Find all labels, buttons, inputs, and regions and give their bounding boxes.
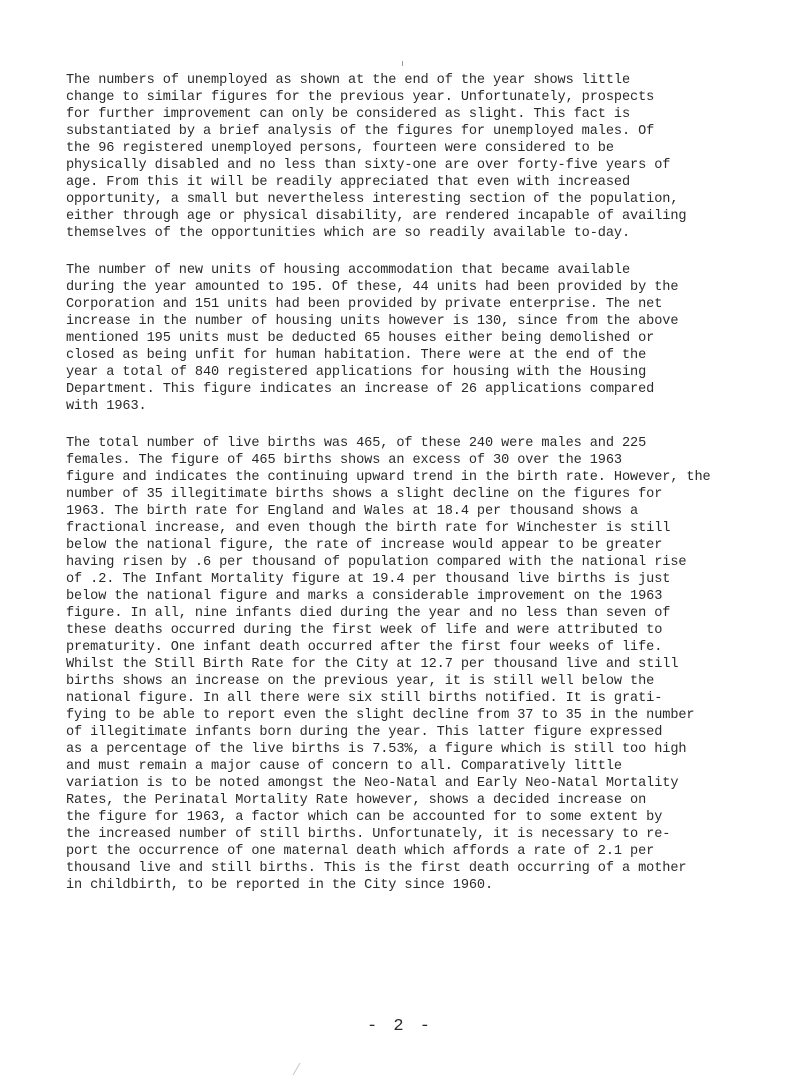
paragraph-line: closed as being unfit for human habitation. There were at the end of the <box>66 348 647 363</box>
paragraph-line: figure and indicates the continuing upward trend in the birth rate. However, the <box>66 470 711 485</box>
paragraph-line: figure. In all, nine infants died during the year and no less than seven of <box>66 606 671 621</box>
paragraph-line: these deaths occurred during the first week of life and were attributed to <box>66 623 663 638</box>
paragraph-line: females. The figure of 465 births shows an excess of 30 over the 1963 <box>66 453 622 468</box>
paragraph-line: thousand live and still births. This is the first death occurring of a mother <box>66 861 687 876</box>
paragraph-line: variation is to be noted amongst the Neo-Natal and Early Neo-Natal Mortality <box>66 776 679 791</box>
paragraph-line: having risen by .6 per thousand of population compared with the national rise <box>66 555 687 570</box>
paragraph-line: increase in the number of housing units however is 130, since from the above <box>66 314 679 329</box>
scan-speck <box>402 61 403 66</box>
paragraph-line: as a percentage of the live births is 7.53%, a figure which is still too high <box>66 742 687 757</box>
paragraph-line: Corporation and 151 units had been provided by private enterprise. The net <box>66 297 663 312</box>
paragraph-line: either through age or physical disability, are rendered incapable of availing <box>66 209 687 224</box>
paragraph-line: the figure for 1963, a factor which can be accounted for to some extent by <box>66 810 663 825</box>
paragraph-line: prematurity. One infant death occurred after the first four weeks of life. <box>66 640 663 655</box>
paragraph-line: age. From this it will be readily appreciated that even with increased <box>66 175 631 190</box>
paragraph-line: below the national figure and marks a considerable improvement on the 1963 <box>66 589 663 604</box>
paragraph-line: physically disabled and no less than sixty-one are over forty-five years of <box>66 158 671 173</box>
paragraph-line: Whilst the Still Birth Rate for the City at 12.7 per thousand live and still <box>66 657 679 672</box>
paragraph-line: and must remain a major cause of concern to all. Comparatively little <box>66 759 622 774</box>
paragraph-line: The number of new units of housing accommodation that became available <box>66 263 631 278</box>
paragraph-line: of illegitimate infants born during the year. This latter figure expressed <box>66 725 663 740</box>
paragraph-line: number of 35 illegitimate births shows a slight decline on the figures for <box>66 487 663 502</box>
paragraph-line: change to similar figures for the previous year. Unfortunately, prospects <box>66 90 655 105</box>
paragraph-line: during the year amounted to 195. Of these, 44 units had been provided by the <box>66 280 679 295</box>
paragraph-line: fractional increase, and even though the birth rate for Winchester is still <box>66 521 671 536</box>
paragraph-line: of .2. The Infant Mortality figure at 19.4 per thousand live births is just <box>66 572 671 587</box>
paragraph-line: port the occurrence of one maternal death which affords a rate of 2.1 per <box>66 844 655 859</box>
paragraph-line: fying to be able to report even the slight decline from 37 to 35 in the number <box>66 708 695 723</box>
paragraph-line: mentioned 195 units must be deducted 65 houses either being demolished or <box>66 331 655 346</box>
paragraph-line: national figure. In all there were six still births notified. It is grati- <box>66 691 663 706</box>
paragraph-line: 1963. The birth rate for England and Wales at 18.4 per thousand shows a <box>66 504 639 519</box>
paragraph-line: with 1963. <box>66 399 147 414</box>
paragraph-line: the increased number of still births. Unfortunately, it is necessary to re- <box>66 827 671 842</box>
scan-mark <box>293 1063 301 1076</box>
paragraph-line: The total number of live births was 465, of these 240 were males and 225 <box>66 436 647 451</box>
paragraph-line: substantiated by a brief analysis of the figures for unemployed males. Of <box>66 124 655 139</box>
paragraph-line: The numbers of unemployed as shown at the end of the year shows little <box>66 73 631 88</box>
paragraph-line: births shows an increase on the previous year, it is still well below the <box>66 674 655 689</box>
paragraph-line: below the national figure, the rate of increase would appear to be greater <box>66 538 663 553</box>
paragraph-line: in childbirth, to be reported in the City since 1960. <box>66 878 494 893</box>
paragraph-line: for further improvement can only be considered as slight. This fact is <box>66 107 631 122</box>
paragraph-line: Department. This figure indicates an increase of 26 applications compared <box>66 382 655 397</box>
paragraph-line: Rates, the Perinatal Mortality Rate however, shows a decided increase on <box>66 793 647 808</box>
paragraph-line: themselves of the opportunities which are so readily available to-day. <box>66 226 631 241</box>
paragraph-line: opportunity, a small but nevertheless interesting section of the population, <box>66 192 679 207</box>
paragraph-line: the 96 registered unemployed persons, fourteen were considered to be <box>66 141 614 156</box>
paragraph-line: year a total of 840 registered applications for housing with the Housing <box>66 365 647 380</box>
page-number: - 2 - <box>366 1017 433 1036</box>
